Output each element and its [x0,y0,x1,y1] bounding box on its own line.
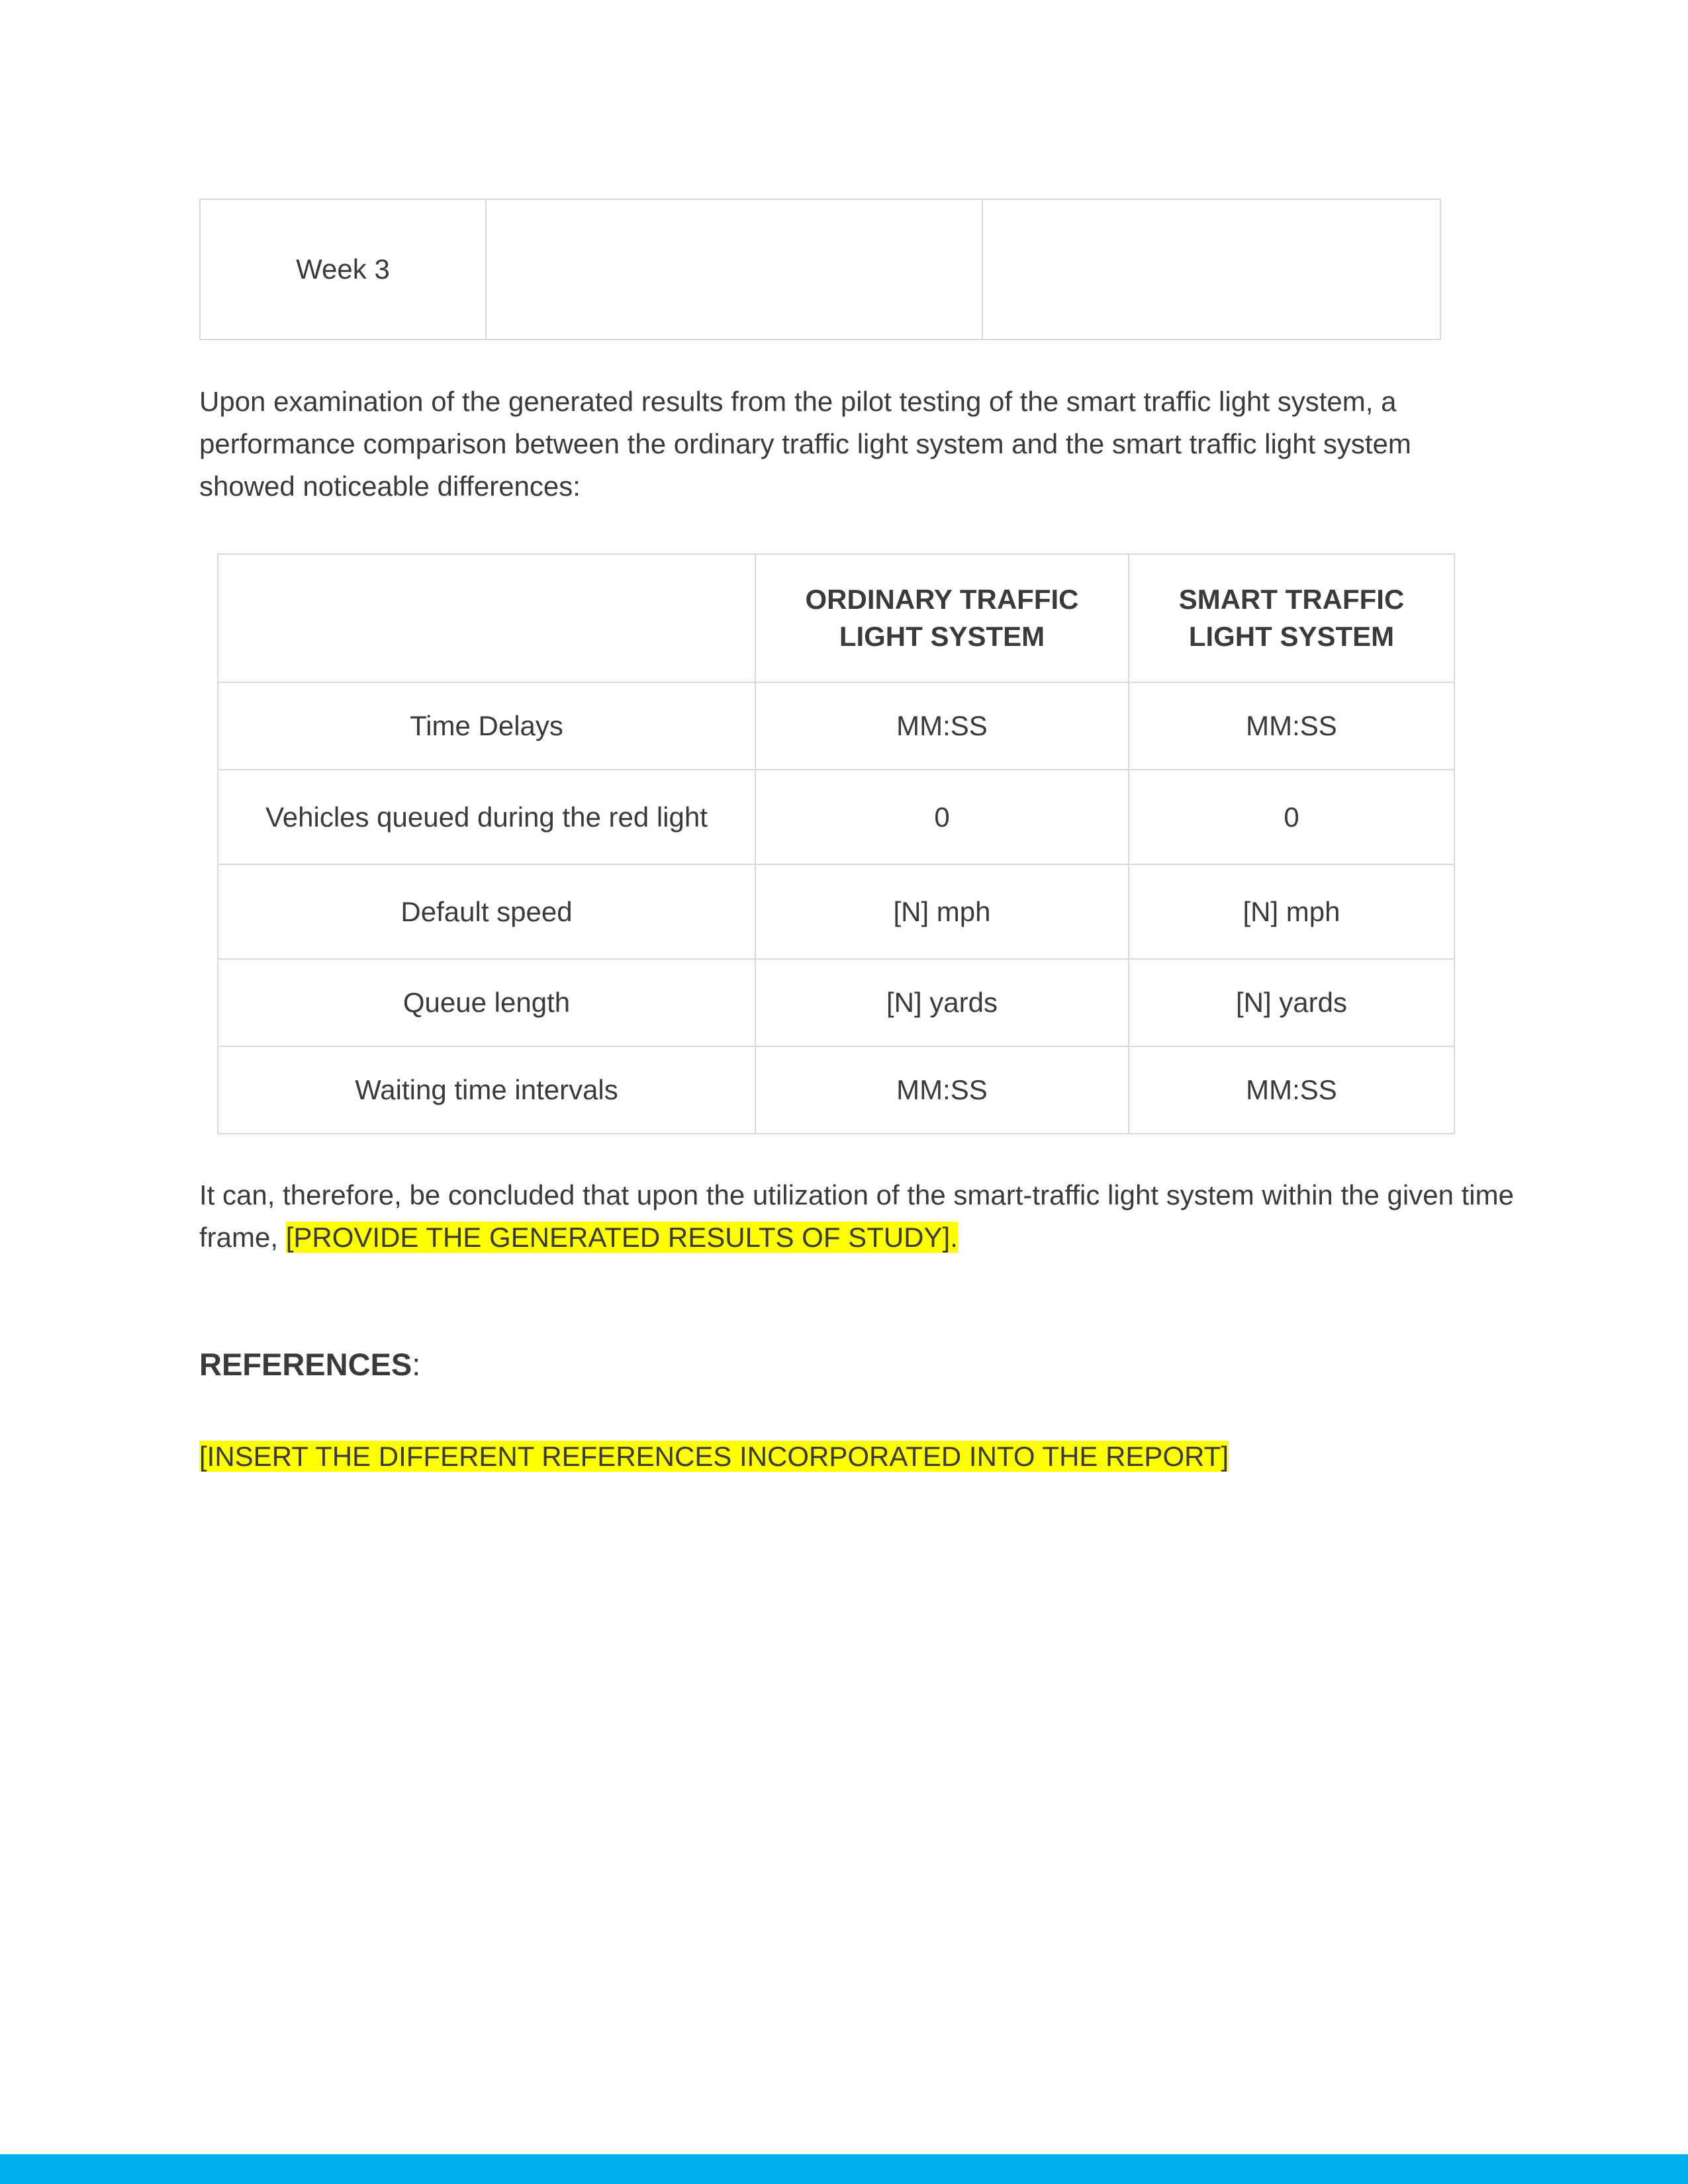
references-body [199,1437,1229,1476]
results-placeholder: [PROVIDE THE GENERATED RESULTS OF STUDY]. [285,1222,958,1253]
references-heading [199,1346,420,1383]
metric-cell: Queue length [218,959,755,1046]
metric-cell: Time Delays [218,682,755,770]
smart-value-cell: MM:SS [1129,682,1454,770]
metric-cell: Vehicles queued during the red light [218,770,755,864]
references-heading-text: REFERENCES [199,1347,412,1382]
header-smart: SMART TRAFFIC LIGHT SYSTEM [1129,554,1454,682]
week-label-cell: Week 3 [200,199,486,340]
smart-value-cell: 0 [1129,770,1454,864]
references-heading-colon: : [412,1347,421,1382]
ordinary-value-cell: MM:SS [755,682,1129,770]
week-cell-3 [982,199,1440,340]
results-paragraph: Upon examination of the generated results from the pilot testing of the smart traffic light system, a performance comparison between the ordinary traffic light system and the smart traffic light system showed noticeable differences: [199,386,1411,502]
footer-bar [0,2154,1688,2184]
table-row [218,1046,1454,1134]
header-ordinary: ORDINARY TRAFFIC LIGHT SYSTEM [755,554,1129,682]
smart-value-cell: [N] mph [1129,864,1454,959]
table-row [218,959,1454,1046]
metric-cell: Default speed [218,864,755,959]
table-row [218,864,1454,959]
ordinary-value-cell: [N] mph [755,864,1129,959]
ordinary-value-cell: 0 [755,770,1129,864]
header-blank-cell [218,554,755,682]
conclusion-text: It can, therefore, be concluded that upon the utilization of the smart-traffic light system within the given time frame, [199,1179,1514,1253]
table-row [218,682,1454,770]
week-table [199,199,1441,340]
table-row [200,199,1440,340]
week-cell-2 [486,199,982,340]
ordinary-value-cell: MM:SS [755,1046,1129,1134]
references-placeholder: [INSERT THE DIFFERENT REFERENCES INCORPORATED INTO THE REPORT] [199,1441,1229,1472]
conclusion-paragraph [199,1174,1517,1259]
table-row [218,770,1454,864]
table-header-row [218,554,1454,682]
comparison-table [217,553,1455,1134]
metric-cell: Waiting time intervals [218,1046,755,1134]
smart-value-cell: [N] yards [1129,959,1454,1046]
smart-value-cell: MM:SS [1129,1046,1454,1134]
ordinary-value-cell: [N] yards [755,959,1129,1046]
